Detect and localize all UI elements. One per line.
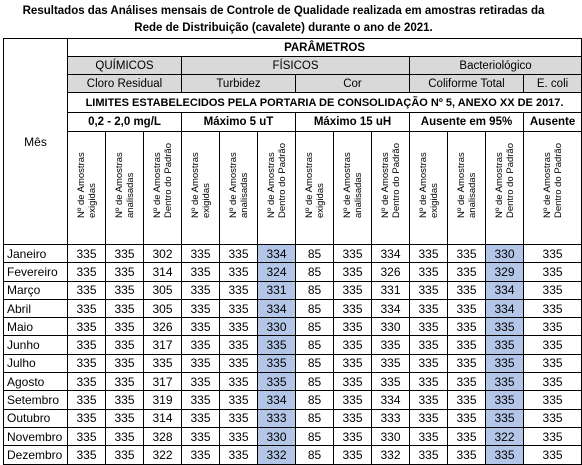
value-cell: 335 xyxy=(524,446,582,464)
col-label-line: Nº de Amostras xyxy=(455,152,467,218)
value-cell: 335 xyxy=(182,391,220,409)
value-cell: 335 xyxy=(106,281,144,299)
value-cell: 330 xyxy=(258,427,296,445)
value-cell: 335 xyxy=(106,263,144,281)
value-cell: 335 xyxy=(410,281,448,299)
table-row xyxy=(4,446,582,464)
value-cell: 335 xyxy=(220,354,258,372)
value-cell: 334 xyxy=(258,245,296,263)
value-cell: 335 xyxy=(258,336,296,354)
col-label-line: Nº de Amostras xyxy=(189,152,201,218)
value-cell: 335 xyxy=(106,409,144,427)
value-cell: 334 xyxy=(372,391,410,409)
value-cell: 335 xyxy=(334,373,372,391)
value-cell: 335 xyxy=(334,446,372,464)
col-label-text xyxy=(494,143,516,218)
value-cell: 335 xyxy=(220,391,258,409)
col-label-text xyxy=(228,152,250,218)
limit-turbidez: Máximo 5 uT xyxy=(182,113,296,132)
value-cell: 335 xyxy=(524,299,582,317)
col-label-text xyxy=(542,143,564,218)
col-label-line: exigidas xyxy=(314,183,326,218)
cor-header: Cor xyxy=(296,75,410,93)
value-cell: 335 xyxy=(448,446,486,464)
value-cell: 85 xyxy=(296,263,334,281)
quality-table xyxy=(3,38,582,465)
col-label-text xyxy=(380,143,402,218)
value-cell: 335 xyxy=(106,336,144,354)
col-label-text xyxy=(190,152,212,218)
value-cell: 335 xyxy=(182,427,220,445)
value-cell: 335 xyxy=(448,427,486,445)
parametros-header: PARÂMETROS xyxy=(68,39,582,57)
value-cell: 335 xyxy=(448,318,486,336)
value-cell: 335 xyxy=(524,373,582,391)
value-cell: 335 xyxy=(182,409,220,427)
value-cell: 335 xyxy=(410,336,448,354)
month-cell: Abril xyxy=(4,299,68,317)
value-cell: 335 xyxy=(220,446,258,464)
value-cell: 314 xyxy=(144,263,182,281)
value-cell: 335 xyxy=(68,245,106,263)
value-cell: 335 xyxy=(220,318,258,336)
col-label-line: exigidas xyxy=(428,183,440,218)
value-cell: 335 xyxy=(448,391,486,409)
month-cell: Maio xyxy=(4,318,68,336)
col-label-line: Nº de Amostras xyxy=(417,152,429,218)
value-cell: 335 xyxy=(524,427,582,445)
value-cell: 335 xyxy=(372,373,410,391)
value-cell: 335 xyxy=(524,391,582,409)
value-cell: 85 xyxy=(296,391,334,409)
value-cell: 335 xyxy=(182,263,220,281)
value-cell: 305 xyxy=(144,299,182,317)
table-row xyxy=(4,263,582,281)
value-cell: 335 xyxy=(410,245,448,263)
value-cell: 335 xyxy=(486,318,524,336)
col-label-padrao-8 xyxy=(372,132,410,245)
value-cell: 335 xyxy=(68,299,106,317)
col-label-line: analisadas xyxy=(466,172,478,218)
col-label-line: analisadas xyxy=(352,172,364,218)
table-row xyxy=(4,336,582,354)
value-cell: 326 xyxy=(144,318,182,336)
col-label-padrao-12 xyxy=(524,132,582,245)
col-label-line: analisadas xyxy=(124,172,136,218)
value-cell: 335 xyxy=(68,446,106,464)
value-cell: 335 xyxy=(220,427,258,445)
col-label-text xyxy=(114,152,136,218)
value-cell: 333 xyxy=(258,409,296,427)
value-cell: 319 xyxy=(144,391,182,409)
value-cell: 335 xyxy=(372,354,410,372)
value-cell: 335 xyxy=(68,281,106,299)
value-cell: 335 xyxy=(372,336,410,354)
value-cell: 330 xyxy=(258,318,296,336)
value-cell: 335 xyxy=(410,446,448,464)
value-cell: 335 xyxy=(220,409,258,427)
col-label-line: exigidas xyxy=(200,183,212,218)
value-cell: 85 xyxy=(296,409,334,427)
value-cell: 335 xyxy=(486,409,524,427)
col-label-line: Nº de Amostras xyxy=(303,152,315,218)
value-cell: 335 xyxy=(448,299,486,317)
col-label-line: analisadas xyxy=(238,172,250,218)
value-cell: 328 xyxy=(144,427,182,445)
value-cell: 335 xyxy=(68,427,106,445)
value-cell: 334 xyxy=(372,245,410,263)
col-label-line: Dentro do Padrão xyxy=(276,143,288,218)
value-cell: 330 xyxy=(486,245,524,263)
value-cell: 335 xyxy=(334,391,372,409)
value-cell: 335 xyxy=(106,373,144,391)
value-cell: 335 xyxy=(410,263,448,281)
coliforme-header: Coliforme Total xyxy=(410,75,524,93)
month-cell: Março xyxy=(4,281,68,299)
col-label-line: Nº de Amostras xyxy=(113,152,125,218)
col-label-analisadas-10 xyxy=(448,132,486,245)
col-label-line: Dentro do Padrão xyxy=(552,143,564,218)
value-cell: 335 xyxy=(220,245,258,263)
value-cell: 335 xyxy=(486,354,524,372)
value-cell: 335 xyxy=(448,263,486,281)
value-cell: 335 xyxy=(334,336,372,354)
value-cell: 335 xyxy=(486,373,524,391)
value-cell: 335 xyxy=(182,281,220,299)
value-cell: 335 xyxy=(334,263,372,281)
turbidez-header: Turbidez xyxy=(182,75,296,93)
value-cell: 324 xyxy=(258,263,296,281)
value-cell: 335 xyxy=(182,318,220,336)
value-cell: 329 xyxy=(486,263,524,281)
value-cell: 335 xyxy=(68,373,106,391)
value-cell: 335 xyxy=(182,299,220,317)
value-cell: 335 xyxy=(334,427,372,445)
col-label-text xyxy=(266,143,288,218)
report-title xyxy=(0,0,567,38)
value-cell: 335 xyxy=(486,336,524,354)
table-row xyxy=(4,391,582,409)
col-label-text xyxy=(418,152,440,218)
value-cell: 335 xyxy=(220,373,258,391)
value-cell: 333 xyxy=(372,409,410,427)
col-label-line: Dentro do Padrão xyxy=(504,143,516,218)
value-cell: 335 xyxy=(106,299,144,317)
value-cell: 85 xyxy=(296,354,334,372)
value-cell: 305 xyxy=(144,281,182,299)
value-cell: 322 xyxy=(486,427,524,445)
value-cell: 335 xyxy=(106,391,144,409)
value-cell: 335 xyxy=(68,409,106,427)
value-cell: 335 xyxy=(410,391,448,409)
value-cell: 335 xyxy=(106,245,144,263)
table-row xyxy=(4,281,582,299)
value-cell: 335 xyxy=(448,354,486,372)
value-cell: 85 xyxy=(296,318,334,336)
table-row xyxy=(4,427,582,445)
value-cell: 85 xyxy=(296,373,334,391)
value-cell: 335 xyxy=(68,318,106,336)
col-label-line: Nº de Amostras xyxy=(151,152,163,218)
quimicos-header: QUÍMICOS xyxy=(68,57,182,75)
table-row xyxy=(4,373,582,391)
title-line-2: Rede de Distribuição (cavalete) durante o ano de 2021. xyxy=(134,22,433,34)
table-row xyxy=(4,299,582,317)
value-cell: 335 xyxy=(410,373,448,391)
month-cell: Janeiro xyxy=(4,245,68,263)
col-label-analisadas-7 xyxy=(334,132,372,245)
value-cell: 335 xyxy=(182,336,220,354)
col-label-line: Nº de Amostras xyxy=(75,152,87,218)
value-cell: 335 xyxy=(220,281,258,299)
limit-cloro: 0,2 - 2,0 mg/L xyxy=(68,113,182,132)
table-row xyxy=(4,318,582,336)
value-cell: 335 xyxy=(220,336,258,354)
table-row xyxy=(4,354,582,372)
value-cell: 335 xyxy=(524,336,582,354)
col-label-exigidas-9 xyxy=(410,132,448,245)
month-cell: Novembro xyxy=(4,427,68,445)
month-cell: Dezembro xyxy=(4,446,68,464)
limit-cor: Máximo 15 uH xyxy=(296,113,410,132)
value-cell: 335 xyxy=(448,245,486,263)
value-cell: 330 xyxy=(372,318,410,336)
value-cell: 335 xyxy=(182,373,220,391)
value-cell: 85 xyxy=(296,299,334,317)
value-cell: 335 xyxy=(486,391,524,409)
col-label-line: Nº de Amostras xyxy=(493,152,505,218)
limit-coliforme: Ausente em 95% xyxy=(410,113,524,132)
month-cell: Setembro xyxy=(4,391,68,409)
value-cell: 332 xyxy=(372,446,410,464)
value-cell: 335 xyxy=(410,299,448,317)
value-cell: 335 xyxy=(106,427,144,445)
value-cell: 335 xyxy=(410,427,448,445)
col-label-padrao-2 xyxy=(144,132,182,245)
title-line-1: Resultados das Análises mensais de Controle de Qualidade realizada em amostras retiradas da xyxy=(22,5,545,17)
value-cell: 85 xyxy=(296,281,334,299)
value-cell: 335 xyxy=(410,409,448,427)
col-label-line: Nº de Amostras xyxy=(541,152,553,218)
col-label-text xyxy=(76,152,98,218)
col-label-line: Dentro do Padrão xyxy=(162,143,174,218)
col-label-text xyxy=(342,152,364,218)
cloro-header: Cloro Residual xyxy=(68,75,182,93)
value-cell: 335 xyxy=(448,336,486,354)
value-cell: 334 xyxy=(486,281,524,299)
value-cell: 335 xyxy=(68,354,106,372)
value-cell: 85 xyxy=(296,245,334,263)
col-label-exigidas-6 xyxy=(296,132,334,245)
fisicos-header: FÍSICOS xyxy=(182,57,410,75)
limits-title: LIMITES ESTABELECIDOS PELA PORTARIA DE CONSOLIDAÇÃO Nº 5, ANEXO XX DE 2017. xyxy=(68,93,582,113)
value-cell: 335 xyxy=(524,245,582,263)
value-cell: 330 xyxy=(372,427,410,445)
value-cell: 334 xyxy=(486,299,524,317)
month-cell: Fevereiro xyxy=(4,263,68,281)
month-cell: Outubro xyxy=(4,409,68,427)
value-cell: 335 xyxy=(334,245,372,263)
value-cell: 85 xyxy=(296,446,334,464)
value-cell: 335 xyxy=(524,263,582,281)
value-cell: 335 xyxy=(182,354,220,372)
value-cell: 331 xyxy=(372,281,410,299)
value-cell: 334 xyxy=(258,299,296,317)
col-label-padrao-11 xyxy=(486,132,524,245)
value-cell: 335 xyxy=(68,336,106,354)
value-cell: 332 xyxy=(258,446,296,464)
value-cell: 85 xyxy=(296,427,334,445)
value-cell: 335 xyxy=(334,318,372,336)
value-cell: 335 xyxy=(524,281,582,299)
value-cell: 335 xyxy=(68,391,106,409)
col-label-exigidas-3 xyxy=(182,132,220,245)
ecoli-header: E. coli xyxy=(524,75,582,93)
col-label-padrao-5 xyxy=(258,132,296,245)
value-cell: 335 xyxy=(486,446,524,464)
value-cell: 335 xyxy=(144,354,182,372)
value-cell: 335 xyxy=(524,318,582,336)
month-cell: Agosto xyxy=(4,373,68,391)
value-cell: 322 xyxy=(144,446,182,464)
value-cell: 335 xyxy=(220,263,258,281)
value-cell: 335 xyxy=(448,281,486,299)
value-cell: 335 xyxy=(106,354,144,372)
value-cell: 335 xyxy=(68,263,106,281)
col-label-line: Nº de Amostras xyxy=(265,152,277,218)
table-row xyxy=(4,409,582,427)
value-cell: 326 xyxy=(372,263,410,281)
value-cell: 334 xyxy=(258,391,296,409)
value-cell: 85 xyxy=(296,336,334,354)
value-cell: 335 xyxy=(334,299,372,317)
value-cell: 335 xyxy=(410,318,448,336)
limit-ecoli: Ausente xyxy=(524,113,582,132)
value-cell: 335 xyxy=(334,281,372,299)
value-cell: 317 xyxy=(144,336,182,354)
value-cell: 302 xyxy=(144,245,182,263)
value-cell: 335 xyxy=(448,409,486,427)
value-cell: 331 xyxy=(258,281,296,299)
value-cell: 335 xyxy=(334,409,372,427)
value-cell: 335 xyxy=(182,245,220,263)
col-label-analisadas-1 xyxy=(106,132,144,245)
value-cell: 335 xyxy=(182,446,220,464)
value-cell: 335 xyxy=(258,373,296,391)
col-label-exigidas-0 xyxy=(68,132,106,245)
col-label-line: Nº de Amostras xyxy=(379,152,391,218)
value-cell: 335 xyxy=(524,354,582,372)
mes-header: Mês xyxy=(4,39,68,245)
col-label-analisadas-4 xyxy=(220,132,258,245)
value-cell: 334 xyxy=(372,299,410,317)
bacteriologico-header: Bacteriológico xyxy=(410,57,582,75)
value-cell: 314 xyxy=(144,409,182,427)
col-label-line: Dentro do Padrão xyxy=(390,143,402,218)
month-cell: Julho xyxy=(4,354,68,372)
col-label-text xyxy=(456,152,478,218)
col-label-text xyxy=(152,143,174,218)
col-label-text xyxy=(304,152,326,218)
value-cell: 335 xyxy=(334,354,372,372)
value-cell: 335 xyxy=(410,354,448,372)
value-cell: 335 xyxy=(220,299,258,317)
month-cell: Junho xyxy=(4,336,68,354)
value-cell: 335 xyxy=(106,318,144,336)
col-label-line: exigidas xyxy=(86,183,98,218)
col-label-line: Nº de Amostras xyxy=(227,152,239,218)
table-row xyxy=(4,245,582,263)
value-cell: 335 xyxy=(106,446,144,464)
value-cell: 335 xyxy=(448,373,486,391)
value-cell: 317 xyxy=(144,373,182,391)
value-cell: 335 xyxy=(524,409,582,427)
col-label-line: Nº de Amostras xyxy=(341,152,353,218)
value-cell: 335 xyxy=(258,354,296,372)
